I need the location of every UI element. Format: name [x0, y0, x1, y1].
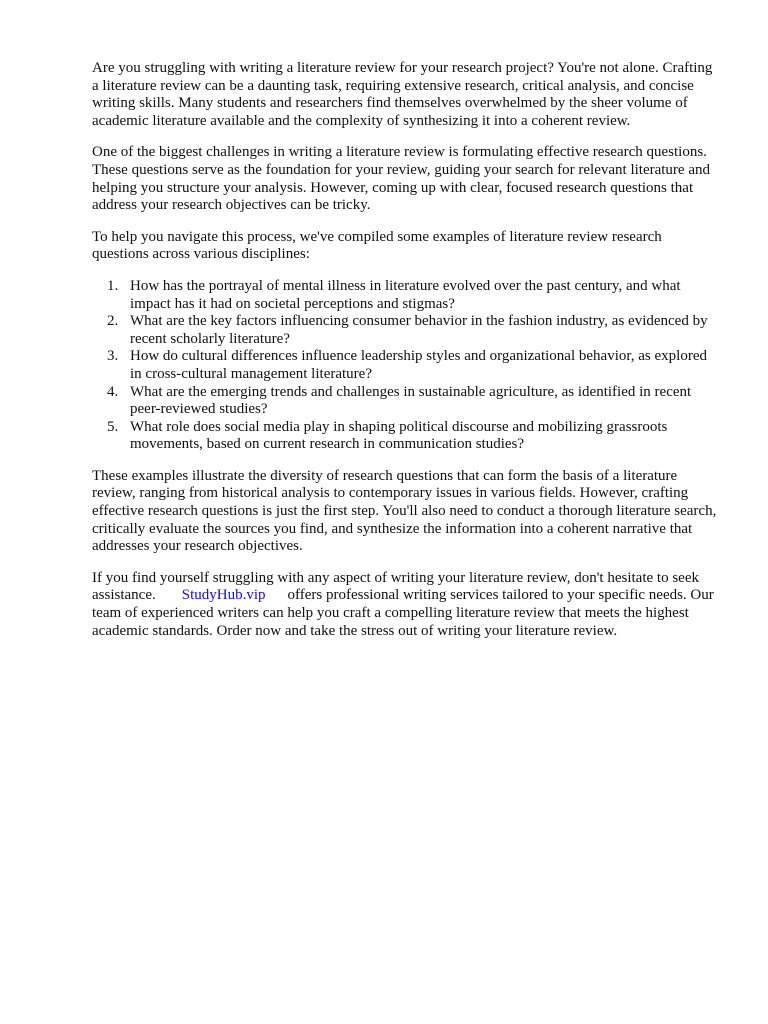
- list-item: [92, 384, 722, 419]
- list-item-number: 4.: [107, 383, 119, 400]
- list-item: [92, 419, 722, 454]
- list-item-number: 3.: [107, 348, 119, 365]
- closing-text-after-link: offers professional writing services tailored to your specific needs. Our team of experienced writers can help you craft a compelling literature review that meets the highest academic standards. Order now and take the stress out of writing your literature review.: [92, 587, 714, 639]
- list-item-number: 5.: [107, 418, 119, 435]
- list-item-text: What are the key factors influencing consumer behavior in the fashion industry, as evidenced by recent scholarly literature?: [130, 313, 708, 347]
- examples-intro-paragraph: To help you navigate this process, we've compiled some examples of literature review research questions across various disciplines:: [92, 228, 662, 263]
- list-item-number: 1.: [107, 277, 119, 294]
- list-item: [92, 348, 722, 383]
- research-questions-list: [92, 278, 722, 454]
- studyhub-link[interactable]: StudyHub.vip: [181, 587, 266, 604]
- challenges-paragraph: One of the biggest challenges in writing a literature review is formulating effective research questions. These questions serve as the foundation for your review, guiding your search for relevant literature and helping you structure your analysis. However, coming up with clear, focused research questions that address your research objectives can be tricky.: [92, 144, 710, 214]
- list-item-text: What are the emerging trends and challenges in sustainable agriculture, as identified in recent peer-reviewed studies?: [130, 383, 692, 418]
- document-body: [92, 60, 722, 654]
- intro-paragraph: Are you struggling with writing a literature review for your research project? You're not alone. Crafting a literature review can be a daunting task, requiring extensive research, critical analysis, and concise writing skills. Many students and researchers find themselves overwhelmed by the sheer volume of academic literature available and the complexity of synthesizing it into a coherent review.: [92, 60, 713, 129]
- list-item-text: How has the portrayal of mental illness in literature evolved over the past century, and what impact has it had on societal perceptions and stigmas?: [130, 277, 681, 312]
- closing-text-before-link: If you find yourself struggling with any aspect of writing your literature review, don't hesitate to seek assistance.: [92, 569, 699, 604]
- list-item-text: What role does social media play in shaping political discourse and mobilizing grassroots movements, based on current research in communication studies?: [130, 418, 668, 453]
- list-item-number: 2.: [107, 313, 119, 330]
- list-item: [92, 278, 722, 313]
- list-item-text: How do cultural differences influence leadership styles and organizational behavior, as explored in cross-cultural management literature?: [130, 348, 707, 382]
- list-item: [92, 313, 722, 348]
- examples-summary-paragraph: These examples illustrate the diversity of research questions that can form the basis of a literature review, ranging from historical analysis to contemporary issues in various fields. However, crafting effective research questions is just the first step. You'll also need to conduct a thorough literature search, critically evaluate the sources you find, and synthesize the information into a coherent narrative that addresses your research objectives.: [92, 467, 717, 555]
- closing-paragraph: [92, 570, 722, 640]
